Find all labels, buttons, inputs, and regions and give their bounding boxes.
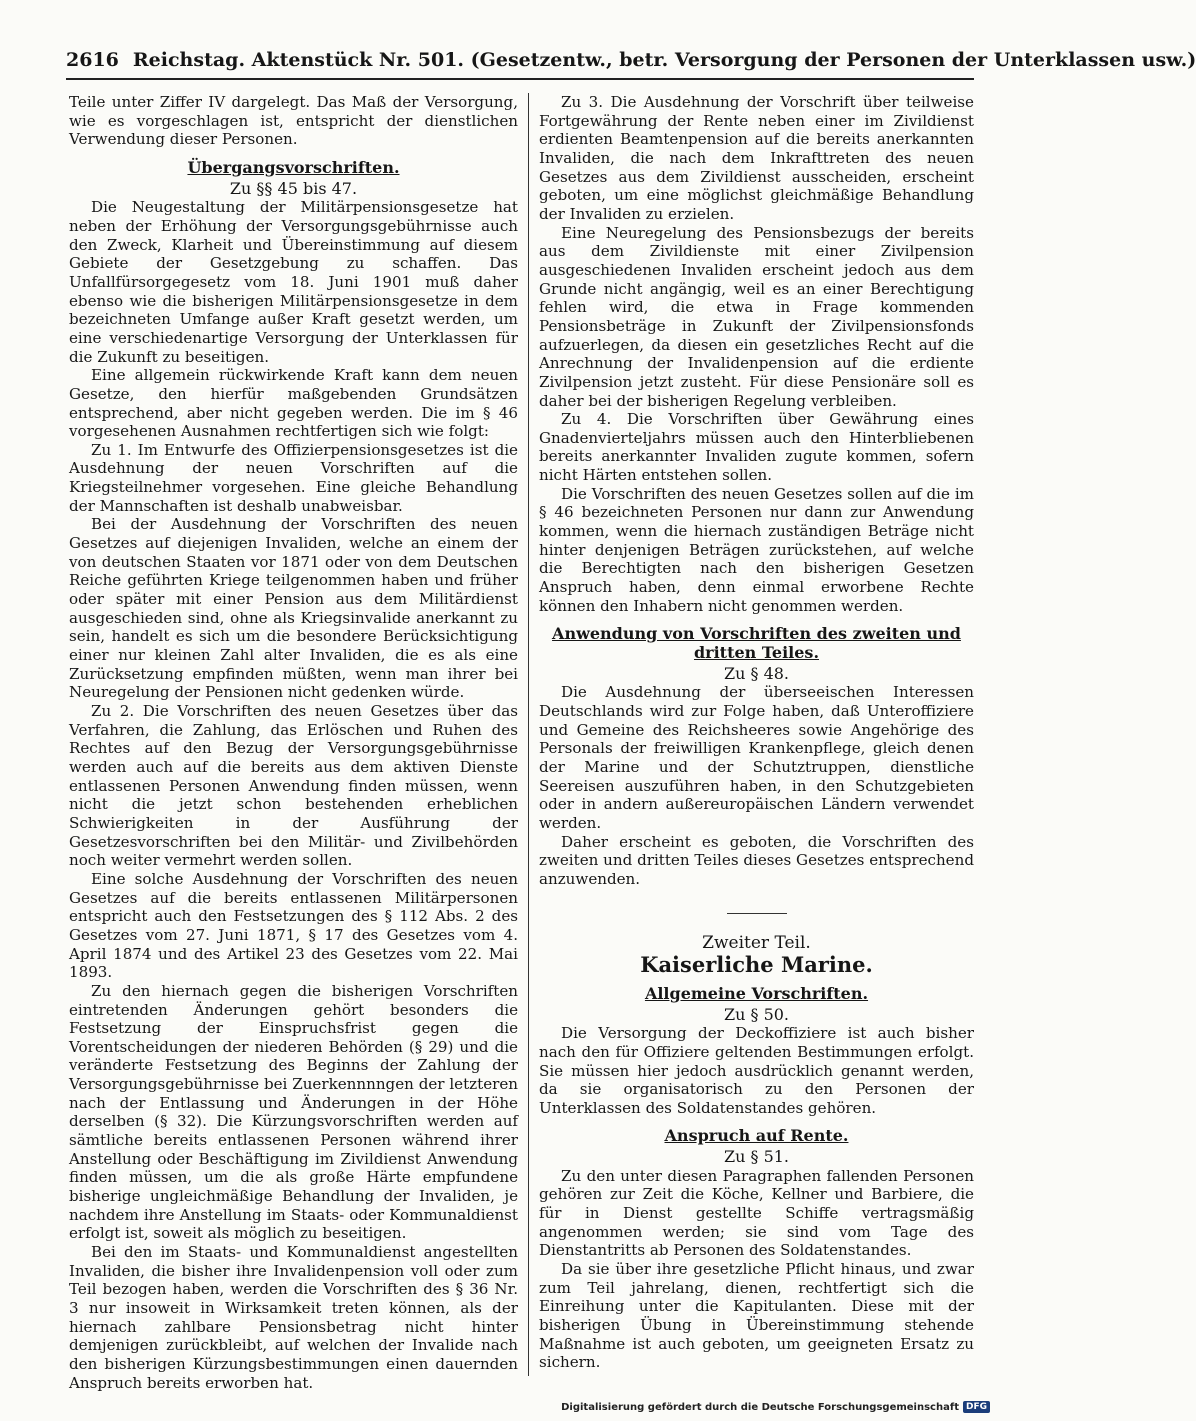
paragraph: Die Vorschriften des neuen Gesetzes sollen auf die im § 46 bezeichneten Personen nur dann zur Anwendung kommen, wenn die hiernach zuständigen Beträge nicht hinter denjenigen Beträgen zurückstehen, auf welche die Berechtigten nach den bisherigen Gesetzen Anspruch haben, denn einmal erworbene Rechte können den Inhabern nicht genommen werden. xyxy=(539,484,974,615)
part-title: Kaiserliche Marine. xyxy=(640,952,873,978)
page-header xyxy=(66,42,1196,80)
section-heading: Allgemeine Vorschriften. xyxy=(644,983,869,1003)
part-label: Zweiter Teil. xyxy=(702,932,811,953)
credit-text: Digitalisierung gefördert durch die Deutsche Forschungsgemeinschaft xyxy=(561,1401,959,1413)
section-reference: Zu § 51. xyxy=(723,1147,790,1167)
paragraph: Bei den im Staats- und Kommunaldienst angestellten Invaliden, die bisher ihre Invalidenpension voll oder zum Teil bezogen haben, werden die Vorschriften des § 36 Nr. 3 nur insoweit in Wirksamkeit treten können, als der hiernach zahlbare Pensionsbetrag nicht hinter demjenigen zurückbleibt, auf welchen der Invalide nach den bisherigen Kürzungsbestimmungen einen dauernden Anspruch bereits erworben hat. xyxy=(69,1243,518,1392)
paragraph: Zu 3. Die Ausdehnung der Vorschrift über teilweise Fortgewährung der Rente neben einer im Zivildienst erdienten Beamtenpension auf die bereits anerkannten Invaliden, die nach dem Inkrafttreten des neuen Gesetzes aus dem Zivildienst ausscheiden, erscheint geboten, um eine möglichst gleichmäßige Behandlung der Invaliden zu erzielen. xyxy=(539,93,974,223)
right-column xyxy=(539,93,974,1372)
running-title: Reichstag. Aktenstück Nr. 501. (Gesetzentw., betr. Versorgung der Personen der Unterklassen usw.) xyxy=(132,49,1196,71)
paragraph: Die Ausdehnung der überseeischen Interessen Deutschlands wird zur Folge haben, daß Unteroffiziere und Gemeine des Reichsheeres sowie Angehörige des Personals der freiwilligen Krankenpflege, gleich denen der Marine und der Schutztruppen, dienstliche Seereisen auszuführen haben, in den Schutzgebieten oder in andern außereuropäischen Ländern verwendet werden. xyxy=(539,683,974,832)
dfg-logo-icon: DFG xyxy=(963,1401,990,1413)
paragraph: Eine Neuregelung des Pensionsbezugs der bereits aus dem Zivildienste mit einer Zivilpension ausgeschiedenen Invaliden erscheint jedoch aus dem Grunde nicht angängig, weil es an einer Berechtigung fehlen wird, die etwa in Frage kommenden Pensionsbeträge in Zukunft der Zivilpensionsfonds aufzuerlegen, da diesen ein gesetzliches Recht auf die Anrechnung der Invalidenpension auf die erdiente Zivilpension jetzt zusteht. Für diese Pensionäre soll es daher bei der bisherigen Regelung verbleiben. xyxy=(539,223,974,410)
left-column xyxy=(69,93,518,1392)
section-reference: Zu § 48. xyxy=(723,663,790,683)
separator-rule xyxy=(727,913,787,914)
paragraph: Daher erscheint es geboten, die Vorschriften des zweiten und dritten Teiles dieses Gesetzes entsprechend anzuwenden. xyxy=(539,832,974,888)
section-reference: Zu §§ 45 bis 47. xyxy=(229,178,358,198)
digitization-credit xyxy=(561,1398,990,1416)
paragraph: Bei der Ausdehnung der Vorschriften des neuen Gesetzes auf diejenigen Invaliden, welche an einem der von deutschen Staaten vor 1871 oder von dem Deutschen Reiche geführten Kriege teilgenommen haben und früher oder später mit einer Pension aus dem Militärdienst ausgeschieden sind, ohne als Kriegsinvalide anerkannt zu sein, handelt es sich um die besondere Berücksichtigung einer nur kleinen Zahl alter Invaliden, die es als eine Zurücksetzung empfinden müßten, wenn man ihrer bei Neuregelung der Pensionen nicht gedenken würde. xyxy=(69,515,518,702)
column-divider xyxy=(528,93,529,1376)
paragraph: Zu den unter diesen Paragraphen fallenden Personen gehören zur Zeit die Köche, Kellner und Barbiere, die für in Dienst gestellte Schiffe vertragsmäßig angenommen werden; sie sind vom Tage des Dienstantritts ab Personen des Soldatenstandes. xyxy=(539,1166,974,1260)
section-heading: Übergangsvorschriften. xyxy=(187,157,400,177)
section-reference: Zu § 50. xyxy=(723,1004,790,1024)
section-heading: Anspruch auf Rente. xyxy=(664,1126,849,1146)
paragraph: Zu 1. Im Entwurfe des Offizierpensionsgesetzes ist die Ausdehnung der neuen Vorschriften auf die Kriegsteilnehmer vorgesehen. Eine gleiche Behandlung der Mannschaften ist deshalb unabweisbar. xyxy=(69,440,518,515)
paragraph: Teile unter Ziffer IV dargelegt. Das Maß der Versorgung, wie es vorgeschlagen ist, entspricht der dienstlichen Verwendung dieser Personen. xyxy=(69,93,518,149)
paragraph: Die Versorgung der Deckoffiziere ist auch bisher nach den für Offiziere geltenden Bestimmungen erfolgt. Sie müssen hier jedoch ausdrücklich genannt werden, da sie organisatorisch zu den Personen der Unterklassen des Soldatenstandes gehören. xyxy=(539,1024,974,1117)
paragraph: Zu 4. Die Vorschriften über Gewährung eines Gnadenvierteljahrs müssen auch den Hinterbliebenen bereits anerkannter Invaliden zugute kommen, sofern nicht Härten entstehen sollen. xyxy=(539,410,974,485)
paragraph: Da sie über ihre gesetzliche Pflicht hinaus, und zwar zum Teil jahrelang, dienen, rechtfertigt sich die Einreihung unter die Kapitulanten. Diese mit der bisherigen Übung in Übereinstimmung stehende Maßnahme ist auch geboten, um geeigneten Ersatz zu sichern. xyxy=(539,1260,974,1372)
paragraph: Zu 2. Die Vorschriften des neuen Gesetzes über das Verfahren, die Zahlung, das Erlöschen und Ruhen des Rechtes auf den Bezug der Versorgungsgebührnisse werden auch auf die bereits aus dem aktiven Dienste entlassenen Personen Anwendung finden müssen, wenn nicht die jetzt schon bestehenden erheblichen Schwierigkeiten in der Ausführung der Gesetzesvorschriften bei den Militär- und Zivilbehörden noch weiter vermehrt werden sollen. xyxy=(69,702,518,870)
page-number: 2616 xyxy=(66,49,119,71)
paragraph: Eine solche Ausdehnung der Vorschriften des neuen Gesetzes auf die bereits entlassenen Militärpersonen entspricht auch den Festsetzungen des § 112 Abs. 2 des Gesetzes vom 27. Juni 1871, § 17 des Gesetzes vom 4. April 1874 und des Artikel 23 des Gesetzes vom 22. Mai 1893. xyxy=(69,869,518,982)
paragraph: Zu den hiernach gegen die bisherigen Vorschriften eintretenden Änderungen gehört besonders die Festsetzung der Einspruchsfrist gegen die Vorentscheidungen der niederen Behörden (§ 29) und die veränderte Festsetzung des Beginns der Zahlung der Versorgungsgebührnisse bei Zuerkennnngen der letzteren nach der Entlassung und Änderungen in der Höhe derselben (§ 32). Die Kürzungsvorschriften werden auf sämtliche bereits entlassenen Personen während ihrer Anstellung oder Beschäftigung im Zivildienst Anwendung finden müssen, um die als große Härte empfundene bisherige ungleichmäßige Behandlung der Invaliden, je nachdem ihre Anstellung im Staats- oder Kommunaldienst erfolgt ist, soweit als möglich zu beseitigen. xyxy=(69,981,518,1243)
paragraph: Eine allgemein rückwirkende Kraft kann dem neuen Gesetze, den hierfür maßgebenden Grundsätzen entsprechend, aber nicht gegeben werden. Die im § 46 vorgesehenen Ausnahmen rechtfertigen sich wie folgt: xyxy=(69,366,518,441)
paragraph: Die Neugestaltung der Militärpensionsgesetze hat neben der Erhöhung der Versorgungsgebührnisse auch den Zweck, Klarheit und Übereinstimmung auf diesem Gebiete der Gesetzgebung zu schaffen. Das Unfallfürsorgegesetz vom 18. Juni 1901 muß daher ebenso wie die bisherigen Militärpensionsgesetze in dem bezeichneten Umfange außer Kraft gesetzt werden, um eine verschiedenartige Versorgung der Unterklassen für die Zukunft zu beseitigen. xyxy=(69,198,518,366)
section-heading: Anwendung von Vorschriften des zweiten und dritten Teiles. xyxy=(552,624,961,663)
